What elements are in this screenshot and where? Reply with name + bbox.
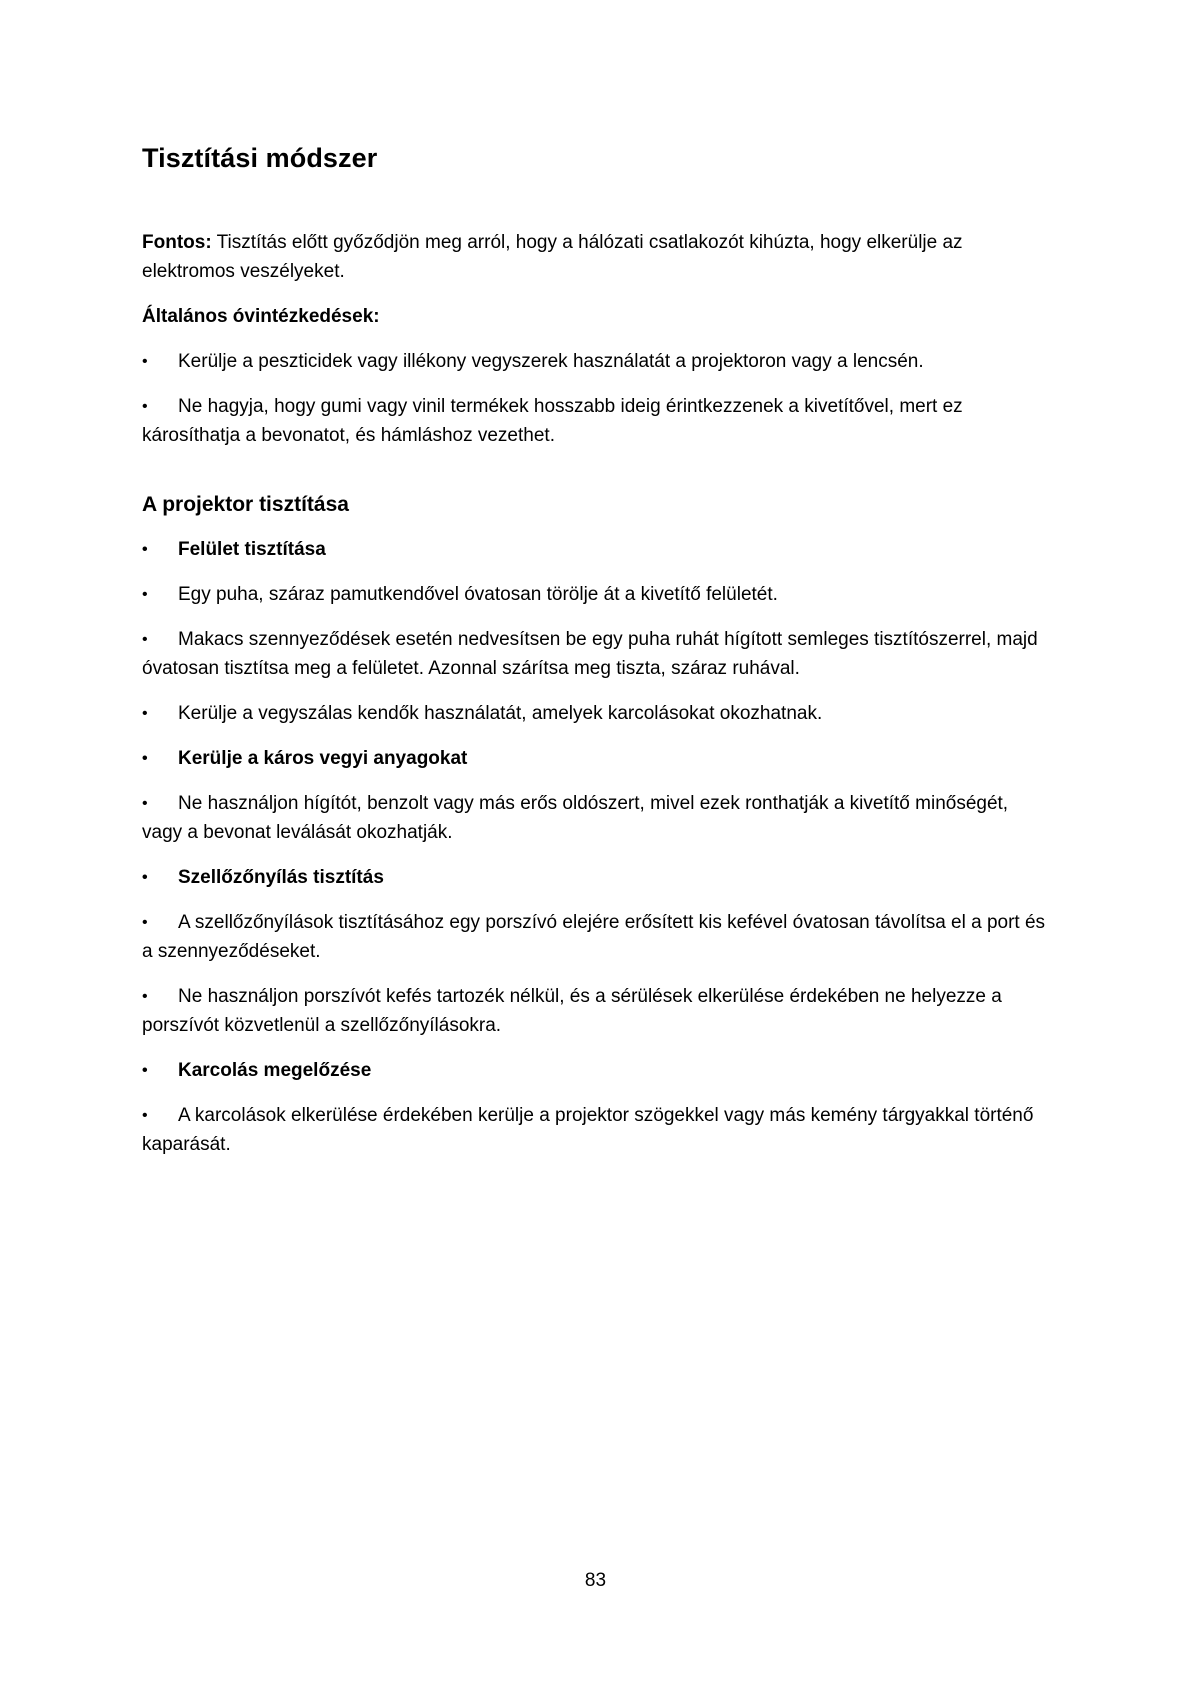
section-list-item-text: Makacs szennyeződések esetén nedvesítsen be egy puha ruhát hígított semleges tisztítószerrel, majd óvatosan tisztítsa meg a felületet. Azonnal szárítsa meg tiszta, száraz ruhával.: [142, 629, 1038, 679]
bullet-icon: •: [142, 988, 148, 1005]
bullet-icon: •: [142, 586, 148, 603]
section-list-item-text: Egy puha, száraz pamutkendővel óvatosan törölje át a kivetítő felületét.: [178, 584, 778, 605]
bullet-icon: •: [142, 750, 148, 767]
bullet-icon: •: [142, 705, 148, 722]
general-list: [142, 347, 1052, 450]
section-heading: A projektor tisztítása: [142, 493, 349, 516]
general-list-item: [142, 392, 1052, 450]
section-list-item: [142, 908, 1052, 966]
section-list-item: [142, 744, 1052, 773]
section-list-item-text: Kerülje a káros vegyi anyagokat: [178, 748, 468, 769]
section-list-item: [142, 625, 1052, 683]
page-title: Tisztítási módszer: [142, 143, 378, 173]
bullet-icon: •: [142, 353, 148, 370]
page-number: 83: [584, 1570, 607, 1591]
bullet-icon: •: [142, 914, 148, 931]
section-list-item-text: Ne használjon porszívót kefés tartozék nélkül, és a sérülések elkerülése érdekében ne helyezze a porszívót közvetlenül a szellőzőnyílásokra.: [142, 986, 1002, 1036]
section-list-item-text: Karcolás megelőzése: [178, 1060, 372, 1081]
section-list-item: [142, 699, 1052, 728]
page-content: [142, 228, 1052, 1175]
section-list-item-text: A szellőzőnyílások tisztításához egy porszívó elejére erősített kis kefével óvatosan távolítsa el a port és a szennyeződéseket.: [142, 912, 1046, 962]
general-list-item-text: Ne hagyja, hogy gumi vagy vinil termékek hosszabb ideig érintkezzenek a kivetítővel, mert ez károsíthatja a bevonatot, és hámláshoz vezethet.: [142, 396, 963, 446]
section-list-item: [142, 863, 1052, 892]
bullet-icon: •: [142, 1107, 148, 1124]
bullet-icon: •: [142, 869, 148, 886]
section-list-item-text: Ne használjon hígítót, benzolt vagy más erős oldószert, mivel ezek ronthatják a kivetítő minőségét, vagy a bevonat leválását okozhatják.: [142, 793, 1009, 843]
section-list-item: [142, 1056, 1052, 1085]
section-list-item-text: Felület tisztítása: [178, 539, 326, 560]
important-note: [142, 228, 1052, 286]
section-list: [142, 535, 1052, 1159]
section-list-item: [142, 982, 1052, 1040]
section-list-item-text: Szellőzőnyílás tisztítás: [178, 867, 384, 888]
section-list-item-text: A karcolások elkerülése érdekében kerülje a projektor szögekkel vagy más kemény tárgyakkal történő kaparását.: [142, 1105, 1034, 1155]
bullet-icon: •: [142, 795, 148, 812]
section-list-item: [142, 580, 1052, 609]
bullet-icon: •: [142, 398, 148, 415]
section-list-item: [142, 1101, 1052, 1159]
section-list-item-text: Kerülje a vegyszálas kendők használatát, amelyek karcolásokat okozhatnak.: [178, 703, 823, 724]
general-list-item: [142, 347, 1052, 376]
bullet-icon: •: [142, 1062, 148, 1079]
general-list-item-text: Kerülje a peszticidek vagy illékony vegyszerek használatát a projektoron vagy a lencsén.: [178, 351, 924, 372]
bullet-icon: •: [142, 541, 148, 558]
important-label: Fontos:: [142, 232, 212, 253]
general-heading: Általános óvintézkedések:: [142, 306, 380, 327]
section-list-item: [142, 789, 1052, 847]
bullet-icon: •: [142, 631, 148, 648]
section-list-item: [142, 535, 1052, 564]
important-text: Tisztítás előtt győződjön meg arról, hogy a hálózati csatlakozót kihúzta, hogy elkerülje az elektromos veszélyeket.: [142, 232, 963, 282]
